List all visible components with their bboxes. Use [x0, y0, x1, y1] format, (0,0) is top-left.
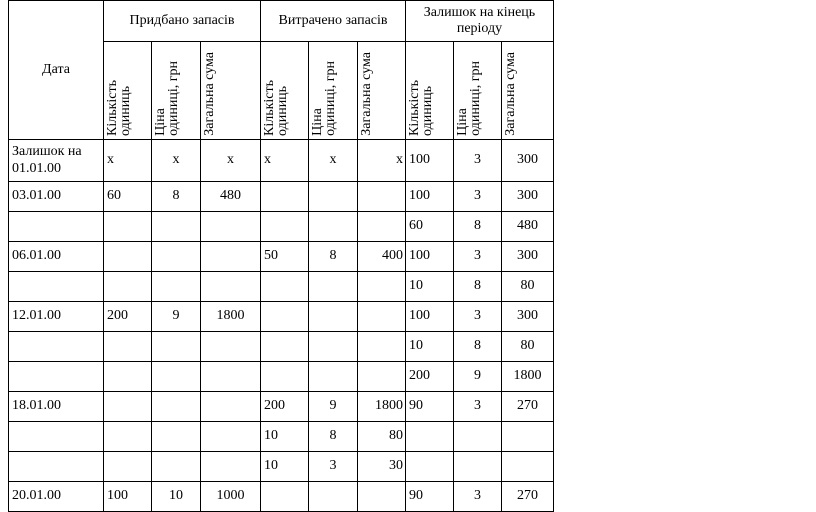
- purchased-qty-cell: х: [104, 140, 152, 182]
- spent-qty-cell: х: [261, 140, 309, 182]
- spent-qty-cell: [261, 332, 309, 362]
- spent-qty-cell: 10: [261, 452, 309, 482]
- spent-price-cell: 9: [309, 392, 358, 422]
- purchased-qty-cell: [104, 332, 152, 362]
- spent-price-cell: [309, 362, 358, 392]
- purchased-price-cell: [152, 242, 201, 272]
- spent-qty-cell: [261, 482, 309, 512]
- date-cell: 03.01.00: [9, 182, 104, 212]
- table-body: [9, 140, 554, 512]
- purchased-price-cell: [152, 332, 201, 362]
- table-row: [9, 140, 554, 182]
- spent-price-cell: [309, 482, 358, 512]
- purchased-price-cell: х: [152, 140, 201, 182]
- purchased-sum-cell: х: [201, 140, 261, 182]
- date-cell: Залишок на 01.01.00: [9, 140, 104, 182]
- purchased-qty-cell: [104, 422, 152, 452]
- balance-price-cell: 9: [454, 362, 502, 392]
- purchased-price-cell: [152, 422, 201, 452]
- date-cell: 20.01.00: [9, 482, 104, 512]
- purchased-sum-cell: [201, 272, 261, 302]
- balance-price-cell: 3: [454, 482, 502, 512]
- balance-sum-cell: 480: [502, 212, 554, 242]
- table-row: [9, 182, 554, 212]
- group-header-row: [9, 1, 554, 42]
- balance-qty-cell: 100: [406, 242, 454, 272]
- balance-qty-cell: 100: [406, 302, 454, 332]
- purchased-sum-cell: [201, 422, 261, 452]
- spent-qty-cell: [261, 212, 309, 242]
- balance-sum-cell: 270: [502, 392, 554, 422]
- spent-price-cell: [309, 272, 358, 302]
- balance-qty-header: Кількість одиниць: [406, 42, 454, 140]
- spent-qty-cell: 50: [261, 242, 309, 272]
- balance-price-cell: 8: [454, 272, 502, 302]
- table-row: [9, 422, 554, 452]
- purchased-sum-cell: 480: [201, 182, 261, 212]
- date-cell: [9, 362, 104, 392]
- purchased-qty-cell: [104, 452, 152, 482]
- spent-price-cell: [309, 182, 358, 212]
- table-row: [9, 272, 554, 302]
- spent-sum-cell: [358, 332, 406, 362]
- spent-qty-cell: [261, 302, 309, 332]
- spent-price-cell: 3: [309, 452, 358, 482]
- spent-qty-cell: 200: [261, 392, 309, 422]
- purchased-price-cell: [152, 392, 201, 422]
- spent-qty-cell: 10: [261, 422, 309, 452]
- spent-qty-header: Кількість одиниць: [261, 42, 309, 140]
- spent-group-header: Витрачено запасів: [261, 1, 406, 42]
- date-cell: 06.01.00: [9, 242, 104, 272]
- date-cell: 12.01.00: [9, 302, 104, 332]
- spent-sum-cell: 30: [358, 452, 406, 482]
- balance-price-cell: [454, 452, 502, 482]
- table-row: [9, 452, 554, 482]
- balance-price-cell: [454, 422, 502, 452]
- purchased-sum-cell: 1800: [201, 302, 261, 332]
- purchased-sum-cell: [201, 362, 261, 392]
- balance-price-cell: 8: [454, 332, 502, 362]
- date-cell: [9, 332, 104, 362]
- balance-sum-cell: [502, 452, 554, 482]
- balance-price-cell: 3: [454, 302, 502, 332]
- purchased-price-header: Ціна одиниці, грн: [152, 42, 201, 140]
- balance-sum-cell: 80: [502, 272, 554, 302]
- date-cell: [9, 452, 104, 482]
- purchased-group-header: Придбано запасів: [104, 1, 261, 42]
- table-row: [9, 242, 554, 272]
- purchased-price-cell: [152, 452, 201, 482]
- table-row: [9, 392, 554, 422]
- balance-sum-cell: 300: [502, 242, 554, 272]
- spent-qty-cell: [261, 272, 309, 302]
- balance-sum-header: Загальна сума: [502, 42, 554, 140]
- balance-price-header: Ціна одиниці, грн: [454, 42, 502, 140]
- balance-qty-cell: 90: [406, 392, 454, 422]
- balance-qty-cell: 10: [406, 332, 454, 362]
- purchased-price-cell: 9: [152, 302, 201, 332]
- inventory-table: [8, 0, 554, 512]
- balance-qty-cell: 100: [406, 182, 454, 212]
- date-cell: 18.01.00: [9, 392, 104, 422]
- spent-sum-cell: [358, 212, 406, 242]
- spent-price-cell: 8: [309, 242, 358, 272]
- balance-sum-cell: 300: [502, 140, 554, 182]
- table-row: [9, 332, 554, 362]
- purchased-sum-cell: [201, 452, 261, 482]
- date-cell: [9, 422, 104, 452]
- balance-group-header: Залишок на кінець періоду: [406, 1, 554, 42]
- spent-price-cell: [309, 212, 358, 242]
- spent-sum-cell: [358, 482, 406, 512]
- purchased-price-cell: [152, 212, 201, 242]
- balance-qty-cell: 100: [406, 140, 454, 182]
- spent-sum-cell: [358, 272, 406, 302]
- balance-price-cell: 3: [454, 182, 502, 212]
- purchased-qty-cell: [104, 212, 152, 242]
- purchased-price-cell: 8: [152, 182, 201, 212]
- spent-price-cell: [309, 332, 358, 362]
- purchased-qty-cell: [104, 242, 152, 272]
- purchased-qty-cell: 60: [104, 182, 152, 212]
- purchased-sum-cell: 1000: [201, 482, 261, 512]
- purchased-qty-cell: [104, 272, 152, 302]
- spent-qty-cell: [261, 362, 309, 392]
- balance-sum-cell: 300: [502, 302, 554, 332]
- balance-qty-cell: 200: [406, 362, 454, 392]
- table-row: [9, 302, 554, 332]
- purchased-price-cell: 10: [152, 482, 201, 512]
- balance-qty-cell: 60: [406, 212, 454, 242]
- balance-qty-cell: 90: [406, 482, 454, 512]
- purchased-sum-header: Загальна сума: [201, 42, 261, 140]
- purchased-sum-cell: [201, 332, 261, 362]
- table-row: [9, 212, 554, 242]
- balance-sum-cell: 80: [502, 332, 554, 362]
- purchased-sum-cell: [201, 212, 261, 242]
- spent-qty-cell: [261, 182, 309, 212]
- spent-price-cell: [309, 302, 358, 332]
- purchased-sum-cell: [201, 392, 261, 422]
- date-cell: [9, 272, 104, 302]
- spent-sum-cell: [358, 182, 406, 212]
- balance-qty-cell: [406, 452, 454, 482]
- date-column-header: Дата: [9, 1, 104, 140]
- spent-sum-cell: 400: [358, 242, 406, 272]
- balance-price-cell: 3: [454, 140, 502, 182]
- balance-sum-cell: 270: [502, 482, 554, 512]
- balance-sum-cell: 1800: [502, 362, 554, 392]
- purchased-qty-header: Кількість одиниць: [104, 42, 152, 140]
- table-row: [9, 362, 554, 392]
- spent-sum-cell: [358, 302, 406, 332]
- date-cell: [9, 212, 104, 242]
- balance-price-cell: 3: [454, 242, 502, 272]
- purchased-qty-cell: 200: [104, 302, 152, 332]
- balance-sum-cell: 300: [502, 182, 554, 212]
- spent-price-header: Ціна одиниці, грн: [309, 42, 358, 140]
- purchased-price-cell: [152, 362, 201, 392]
- spent-price-cell: х: [309, 140, 358, 182]
- spent-sum-cell: 1800: [358, 392, 406, 422]
- balance-qty-cell: [406, 422, 454, 452]
- balance-price-cell: 8: [454, 212, 502, 242]
- purchased-price-cell: [152, 272, 201, 302]
- spent-sum-cell: х: [358, 140, 406, 182]
- table-row: [9, 482, 554, 512]
- purchased-sum-cell: [201, 242, 261, 272]
- balance-sum-cell: [502, 422, 554, 452]
- purchased-qty-cell: [104, 362, 152, 392]
- spent-sum-header: Загальна сума: [358, 42, 406, 140]
- spent-sum-cell: [358, 362, 406, 392]
- balance-qty-cell: 10: [406, 272, 454, 302]
- spent-sum-cell: 80: [358, 422, 406, 452]
- spent-price-cell: 8: [309, 422, 358, 452]
- purchased-qty-cell: 100: [104, 482, 152, 512]
- purchased-qty-cell: [104, 392, 152, 422]
- balance-price-cell: 3: [454, 392, 502, 422]
